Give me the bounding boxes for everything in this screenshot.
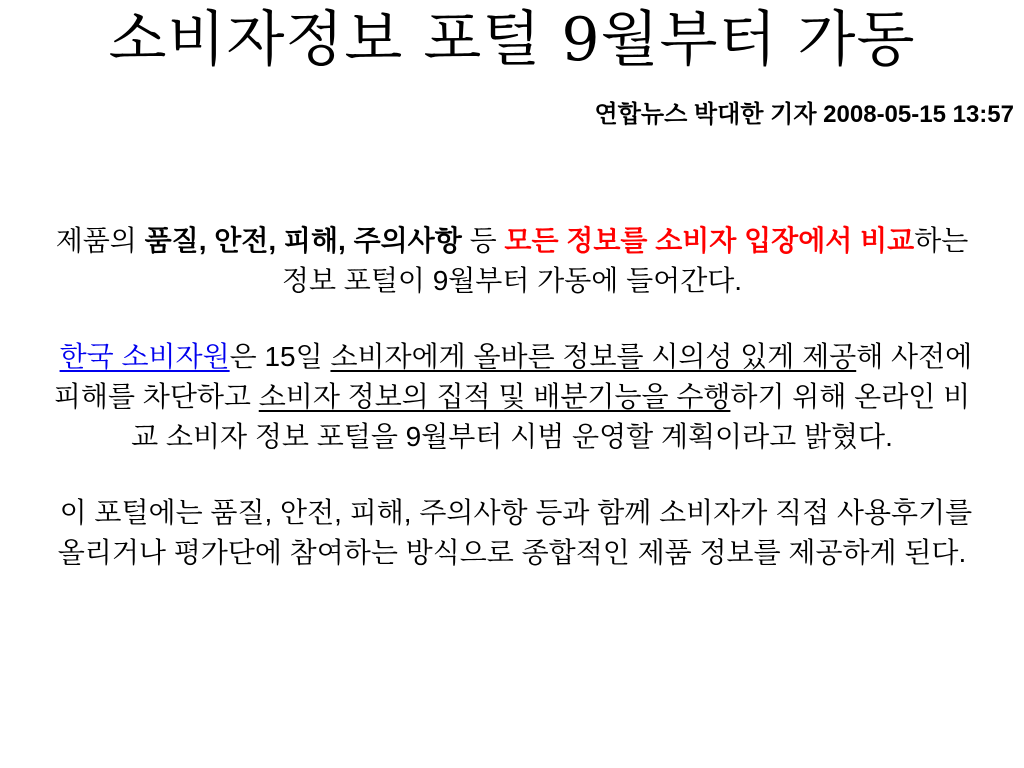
text-segment: 이 포털에는 품질, 안전, 피해, 주의사항 등과 함께 소비자가 직접 사용후기를 [51,497,973,528]
text-segment: 등 [461,225,505,256]
text-line [32,221,992,261]
text-segment: 올리거나 평가단에 참여하는 방식으로 종합적인 제품 정보를 제공하게 된다. [57,537,967,568]
text-line [32,377,992,417]
text-segment: 해 사전에 [856,341,973,372]
text-segment: 소비자에게 올바른 정보를 시의성 있게 제공 [330,341,857,372]
paragraph [32,221,992,301]
text-segment: 하는 [914,225,969,256]
text-segment: 은 15일 [229,341,331,372]
text-segment: 제품의 [55,225,145,256]
text-segment: 품질, 안전, 피해, 주의사항 [144,225,462,256]
hyperlink[interactable]: 한국 소비자원 [59,341,230,372]
text-segment: 하기 위해 온라인 비 [730,381,971,412]
paragraph [32,337,992,457]
text-line [32,533,992,573]
text-segment: 교 소비자 정보 포털을 9월부터 시범 운영할 계획이라고 밝혔다. [131,421,893,452]
text-segment: 피해를 차단하고 [53,381,259,412]
byline: 연합뉴스 박대한 기자 2008-05-15 13:57 [594,101,1014,128]
article-body [32,221,992,573]
text-line [32,417,992,457]
text-line [32,337,992,377]
text-segment: 소비자 정보의 집적 및 배분기능을 수행 [258,381,731,412]
text-line [32,493,992,533]
text-segment [52,341,60,372]
paragraph [32,493,992,573]
text-segment: 정보 포털이 9월부터 가동에 들어간다. [281,265,743,296]
page-title: 소비자정보 포털 9월부터 가동 [108,5,916,75]
text-line [32,261,992,301]
text-segment: 모든 정보를 소비자 입장에서 비교 [504,225,915,256]
